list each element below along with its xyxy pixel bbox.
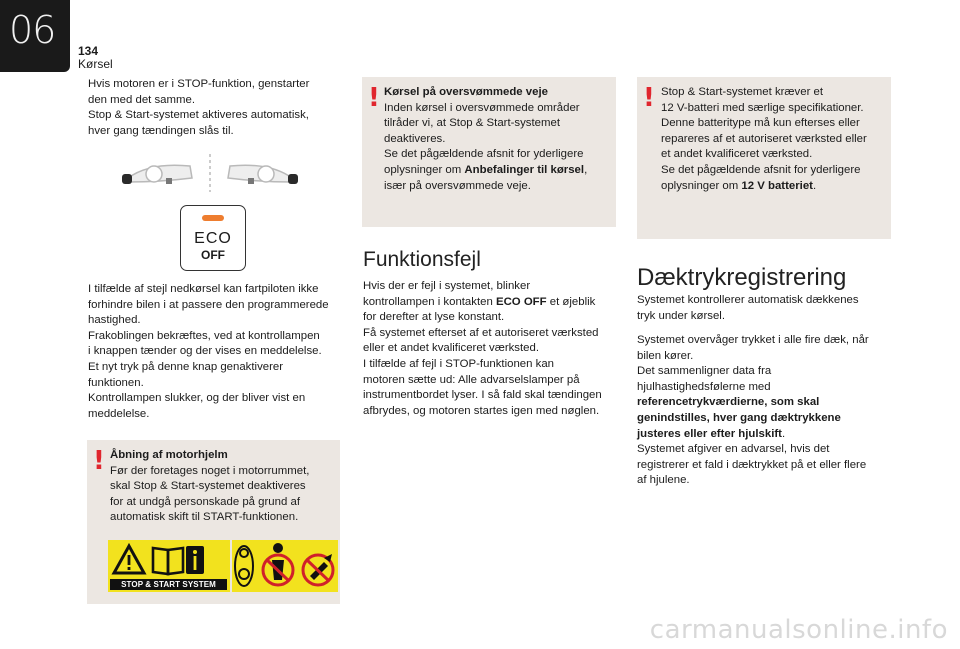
sticker-label: STOP & START SYSTEM xyxy=(110,579,227,590)
col2-fault-paragraph: Hvis der er fejl i systemet, blinker kontrollampen i kontakten ECO OFF et øjeblik for derefter at lyse konstant. Få systemet efterset af et autoriseret værksted eller et andet kvalificeret værksted. I tilfælde af fejl i STOP-funktionen kan motoren sætte ud: Alle advarselslamper på instrumentbordet lyser. I så fald skal tændingen afbrydes, og motoren startes igen med nøglen. xyxy=(363,280,602,417)
warning-box-battery xyxy=(637,77,891,239)
eco-key-line2: OFF xyxy=(201,248,225,262)
heading-funktionsfejl: Funktionsfejl xyxy=(363,248,481,271)
reset-instruction: referencetrykværdierne, som skal genindstilles, hver gang dæktrykkene justeres eller efter hjulskift xyxy=(637,396,841,440)
warning-icon: ! xyxy=(368,83,380,113)
warning-box-flooded-roads xyxy=(362,77,616,227)
reference-12v-battery: 12 V batteriet xyxy=(741,179,813,192)
section-name: Kørsel xyxy=(78,57,113,71)
warning-body: Før der foretages noget i motorrummet, skal Stop & Start-systemet deaktiveres for at undgå personskade på grund af automatisk skift til START-funktionen. xyxy=(110,464,310,524)
warning-body: Inden kørsel i oversvømmede områder tilråder vi, at Stop & Start-systemet deaktiveres. Se det pågældende afsnit for yderligere oplysninger om Anbefalinger til kørsel, især på oversvømmede veje. xyxy=(384,101,588,192)
col3-monitoring-paragraph: Systemet overvåger trykket i alle fire dæk, når bilen kører. Det sammenligner data fra hjulhastighedsfølerne med referencetrykværdierne, som skal genindstilles, hver gang dæktrykkene justeres eller efter hjulskift. Systemet afgiver en advarsel, hvis det registrerer et fald i dæktrykket på et eller flere af hjulene. xyxy=(637,334,869,487)
eco-key-line1: ECO xyxy=(194,230,232,247)
sticker-symbols xyxy=(232,540,338,592)
warning-content xyxy=(110,448,336,526)
warning-icon: ! xyxy=(93,446,105,476)
col3-intro-paragraph: Systemet kontrollerer automatisk dækkenes tryk under kørsel. xyxy=(637,294,859,322)
reference-driving-advice: Anbefalinger til kørsel xyxy=(464,163,585,176)
warning-title: Åbning af motorhjelm xyxy=(110,449,228,461)
col1-body-paragraph: I tilfælde af stejl nedkørsel kan fartpiloten ikke forhindre bilen i at passere den programmerede hastighed. Frakoblingen bekræftes, ved at kontrollampen i knappen tænder og der vises en meddelelse. Et nyt tryk på denne knap genaktiverer funktionen. Kontrollampen slukker, og der bliver vist en meddelelse. xyxy=(88,283,329,420)
warning-content: Stop & Start-systemet kræver et 12 V-batteri med særlige specifikationer. Denne batteritype må kun efterses eller repareres af et autoriseret værksted eller et andet kvalificeret værksted. Se det pågældende afsnit for yderligere oplysninger om 12 V batteriet. xyxy=(661,86,867,192)
stop-start-sticker-strip xyxy=(108,540,338,592)
stop-start-sticker xyxy=(108,540,230,592)
warning-content xyxy=(384,85,612,194)
manual-book-icon xyxy=(153,548,183,574)
chapter-tab xyxy=(0,0,70,72)
page-number: 134 xyxy=(78,44,99,58)
eco-off-label: ECO OFF xyxy=(495,295,547,308)
eco-off-button-illustration xyxy=(180,205,246,271)
heading-daektrykregistrering: Dæktrykregistrering xyxy=(637,264,847,291)
watermark: carmanualsonline.info xyxy=(649,615,948,645)
chapter-number: 06 xyxy=(9,8,56,52)
col1-intro-paragraph: Hvis motoren er i STOP-funktion, genstarter den med det samme. Stop & Start-systemet aktiveres automatisk, hver gang tændingen slås til. xyxy=(88,78,310,137)
warning-title: Kørsel på oversvømmede veje xyxy=(384,86,548,98)
steering-wheel-controls-illustration xyxy=(120,152,300,194)
eco-indicator-led xyxy=(202,215,224,221)
warning-icon: ! xyxy=(643,83,655,113)
